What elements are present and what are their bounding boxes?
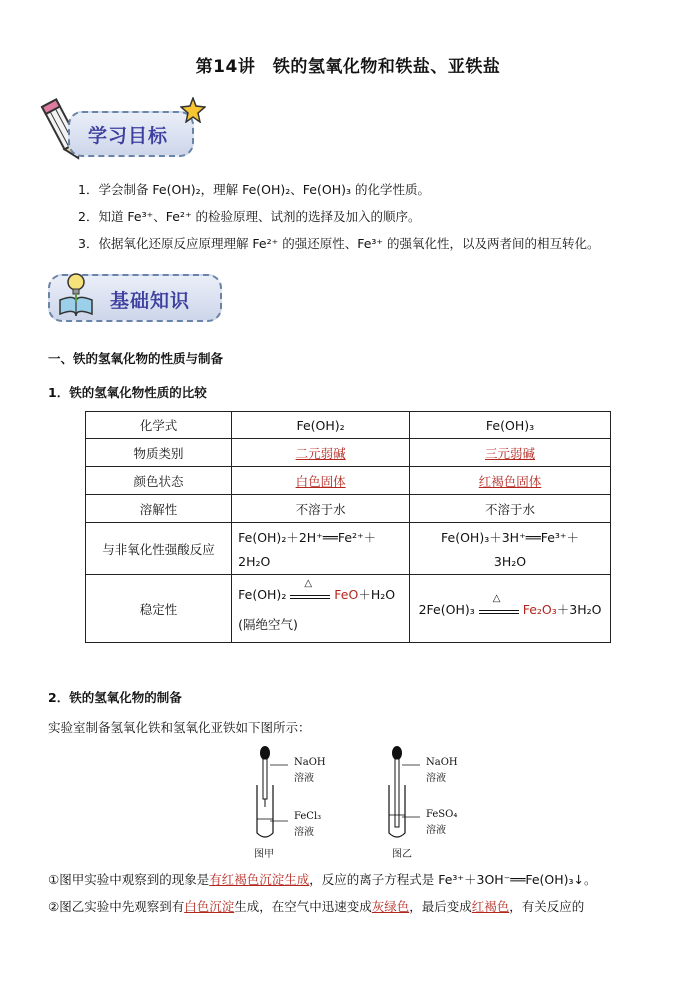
table-cell <box>232 575 410 643</box>
table-cell: 物质类别 <box>86 439 232 467</box>
goals-banner-label: 学习目标 <box>88 125 169 147</box>
reagent-label: 溶液 <box>294 773 314 784</box>
observation-text: 生成，在空气中迅速变成 <box>234 899 372 914</box>
formula: 2Fe(OH)₃ <box>418 601 475 617</box>
answer-text: 红褐色固体 <box>478 473 542 489</box>
goal-item: 2．知道 Fe³⁺、Fe²⁺ 的检验原理、试剂的选择及加入的顺序。 <box>78 209 421 224</box>
goal-item: 1．学会制备 Fe(OH)₂，理解 Fe(OH)₂、Fe(OH)₃ 的化学性质。 <box>78 182 430 197</box>
reagent-label: FeCl₃ <box>294 811 322 822</box>
table-row <box>86 495 611 523</box>
equation-line: 3H₂O <box>493 554 527 569</box>
formula: ＋3H₂O <box>556 601 602 617</box>
table-cell <box>410 439 611 467</box>
answer-text: 白色固体 <box>295 473 346 489</box>
figure-caption: 图甲 <box>254 849 274 860</box>
subsection-heading: 1．铁的氢氧化物性质的比较 <box>48 385 207 400</box>
table-cell <box>232 439 410 467</box>
answer-text: 红褐色 <box>471 899 510 914</box>
knowledge-banner <box>48 268 223 324</box>
subsection-heading: 2．铁的氢氧化物的制备 <box>48 690 182 705</box>
knowledge-banner-label: 基础知识 <box>110 290 191 312</box>
heat-symbol: △ <box>304 578 313 589</box>
dropper-test-tube-icon <box>240 745 290 840</box>
formula: Fe(OH)₂ <box>238 586 287 602</box>
table-row <box>86 467 611 495</box>
answer-text: 有红褐色沉淀生成 <box>209 872 310 887</box>
table-row <box>86 575 611 643</box>
heat-symbol: △ <box>492 593 501 604</box>
table-cell <box>232 523 410 575</box>
equation-line: Fe(OH)₂＋2H⁺══Fe²⁺＋ <box>238 530 377 545</box>
figure-caption: 图乙 <box>392 849 412 860</box>
heating-arrow <box>290 578 330 602</box>
table-cell: Fe(OH)₂ <box>232 412 410 439</box>
table-row <box>86 523 611 575</box>
reagent-label: NaOH <box>426 757 458 768</box>
table-row <box>86 439 611 467</box>
observation-text: ②图乙实验中先观察到有 <box>48 899 185 914</box>
reagent-label: NaOH <box>294 757 326 768</box>
table-cell: 溶解性 <box>86 495 232 523</box>
reagent-label: 溶液 <box>294 827 314 838</box>
heating-arrow <box>479 593 519 617</box>
table-cell: 与非氧化性强酸反应 <box>86 523 232 575</box>
figure-b <box>372 745 492 860</box>
answer-text: 二元弱碱 <box>295 445 346 461</box>
reagent-label: FeSO₄ <box>426 809 458 820</box>
answer-text: 灰绿色 <box>371 899 410 914</box>
equation-line: 2H₂O <box>238 554 271 569</box>
page-title: 第14讲 铁的氢氧化物和铁盐、亚铁盐 <box>195 57 501 77</box>
table-cell: 不溶于水 <box>232 495 410 523</box>
table-cell <box>410 467 611 495</box>
table-cell <box>410 575 611 643</box>
equation-line: Fe(OH)₃＋3H⁺══Fe³⁺＋ <box>441 530 580 545</box>
observation-text: ，反应的离子方程式是 Fe³⁺＋3OH⁻══Fe(OH)₃↓。 <box>309 872 597 887</box>
table-cell: 化学式 <box>86 412 232 439</box>
section-heading: 一、铁的氢氧化物的性质与制备 <box>48 351 224 366</box>
observation-1 <box>48 870 597 888</box>
answer-text: 三元弱碱 <box>485 445 536 461</box>
observation-text: ，最后变成 <box>409 899 472 914</box>
table-cell: Fe(OH)₃ <box>410 412 611 439</box>
table-cell: 稳定性 <box>86 575 232 643</box>
star-icon <box>180 97 206 123</box>
product-formula: FeO <box>334 586 359 602</box>
goals-banner <box>40 95 205 167</box>
table-row <box>86 412 611 439</box>
note: (隔绝空气) <box>238 616 298 632</box>
reagent-label: 溶液 <box>426 773 446 784</box>
observation-text: ，有关反应的 <box>509 899 585 914</box>
book-lightbulb-icon <box>56 270 96 320</box>
goal-item: 3．依据氧化还原反应原理理解 Fe²⁺ 的强还原性、Fe³⁺ 的强氧化性，以及两者间的相互转化。 <box>78 236 600 251</box>
product-formula: Fe₂O₃ <box>522 601 557 617</box>
intro-text: 实验室制备氢氧化铁和氢氧化亚铁如下图所示： <box>48 720 311 735</box>
table-cell: 颜色状态 <box>86 467 232 495</box>
reagent-label: 溶液 <box>426 825 446 836</box>
table-cell: 不溶于水 <box>410 495 611 523</box>
formula: ＋H₂O <box>358 586 396 602</box>
comparison-table <box>85 411 611 643</box>
dropper-test-tube-icon <box>372 745 422 840</box>
observation-text: ①图甲实验中观察到的现象是 <box>48 872 210 887</box>
answer-text: 白色沉淀 <box>184 899 235 914</box>
table-cell <box>410 523 611 575</box>
observation-2 <box>48 897 584 915</box>
figure-a <box>240 745 360 860</box>
table-cell <box>232 467 410 495</box>
